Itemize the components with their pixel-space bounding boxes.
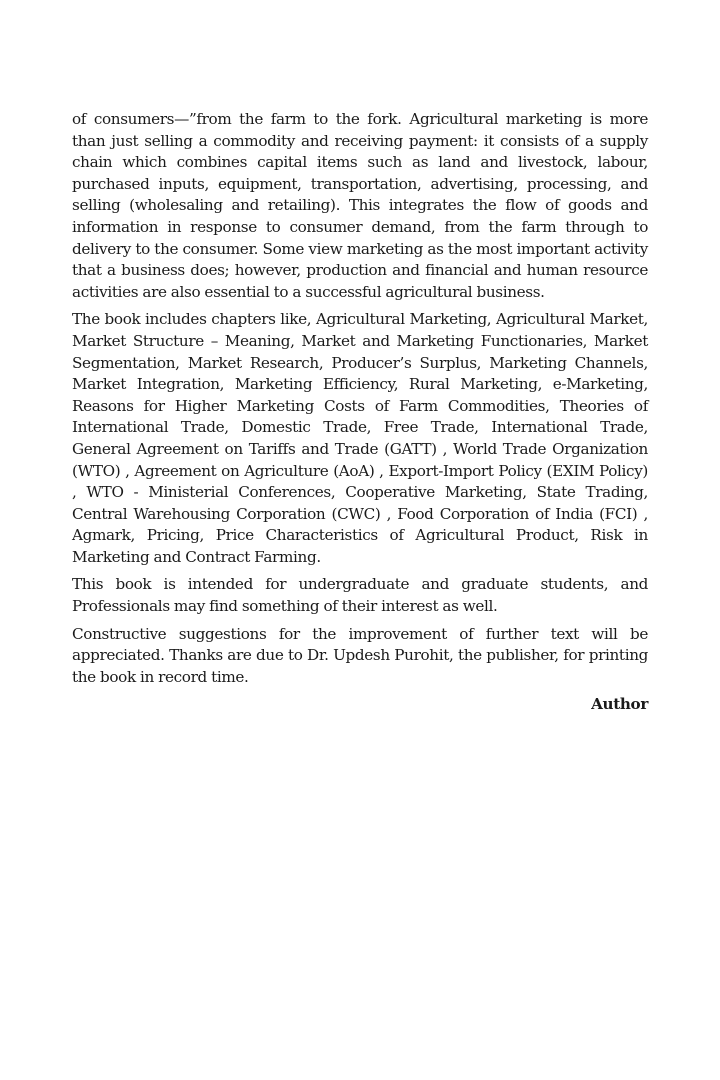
paragraph-acknowledgement: Constructive suggestions for the improvement of further text will be appreciated. Thanks are due to Dr. Updesh Purohit, the publisher, for printing the book in record time. bbox=[72, 624, 648, 686]
paragraph-marketing-definition: of consumers—”from the farm to the fork. Agricultural marketing is more than just selling a commodity and receiving payment: it consists of a supply chain which combines capital items such as land and livestock, labour, purchased inputs, equipment, transportation, advertising, processing, and selling (wholesaling and retailing). This integrates the flow of goods and information in response to consumer demand, from the farm through to delivery to the consumer. Some view marketing as the most important activity that a business does; however, production and financial and human resource activities are also essential to a successful agricultural business. bbox=[72, 110, 648, 301]
paragraph-intended-audience: This book is intended for undergraduate and graduate students, and Professionals may find something of their interest as well. bbox=[72, 575, 648, 616]
paragraph-chapters-list: The book includes chapters like, Agricultural Marketing, Agricultural Market, Market Structure – Meaning, Market and Marketing Functionaries, Market Segmentation, Market Research, Producer’s Surplus, Marketing Channels, Market Integration, Marketing Efficiency, Rural Marketing, e-Marketing, Reasons for Higher Marketing Costs of Farm Commodities, Theories of International Trade, Domestic Trade, Free Trade, International Trade, General Agreement on Tariffs and Trade (GATT) , World Trade Organization (WTO) , Agreement on Agriculture (AoA) , Export-Import Policy (EXIM Policy) , WTO - Ministerial Conferences, Cooperative Marketing, State Trading, Central Warehousing Corporation (CWC) , Food Corporation of India (FCI) , Agmark, Pricing, Price Characteristics of Agricultural Product, Risk in Marketing and Contract Farming. bbox=[72, 310, 648, 566]
author-signature: Author bbox=[591, 695, 648, 714]
document-page bbox=[72, 109, 648, 716]
